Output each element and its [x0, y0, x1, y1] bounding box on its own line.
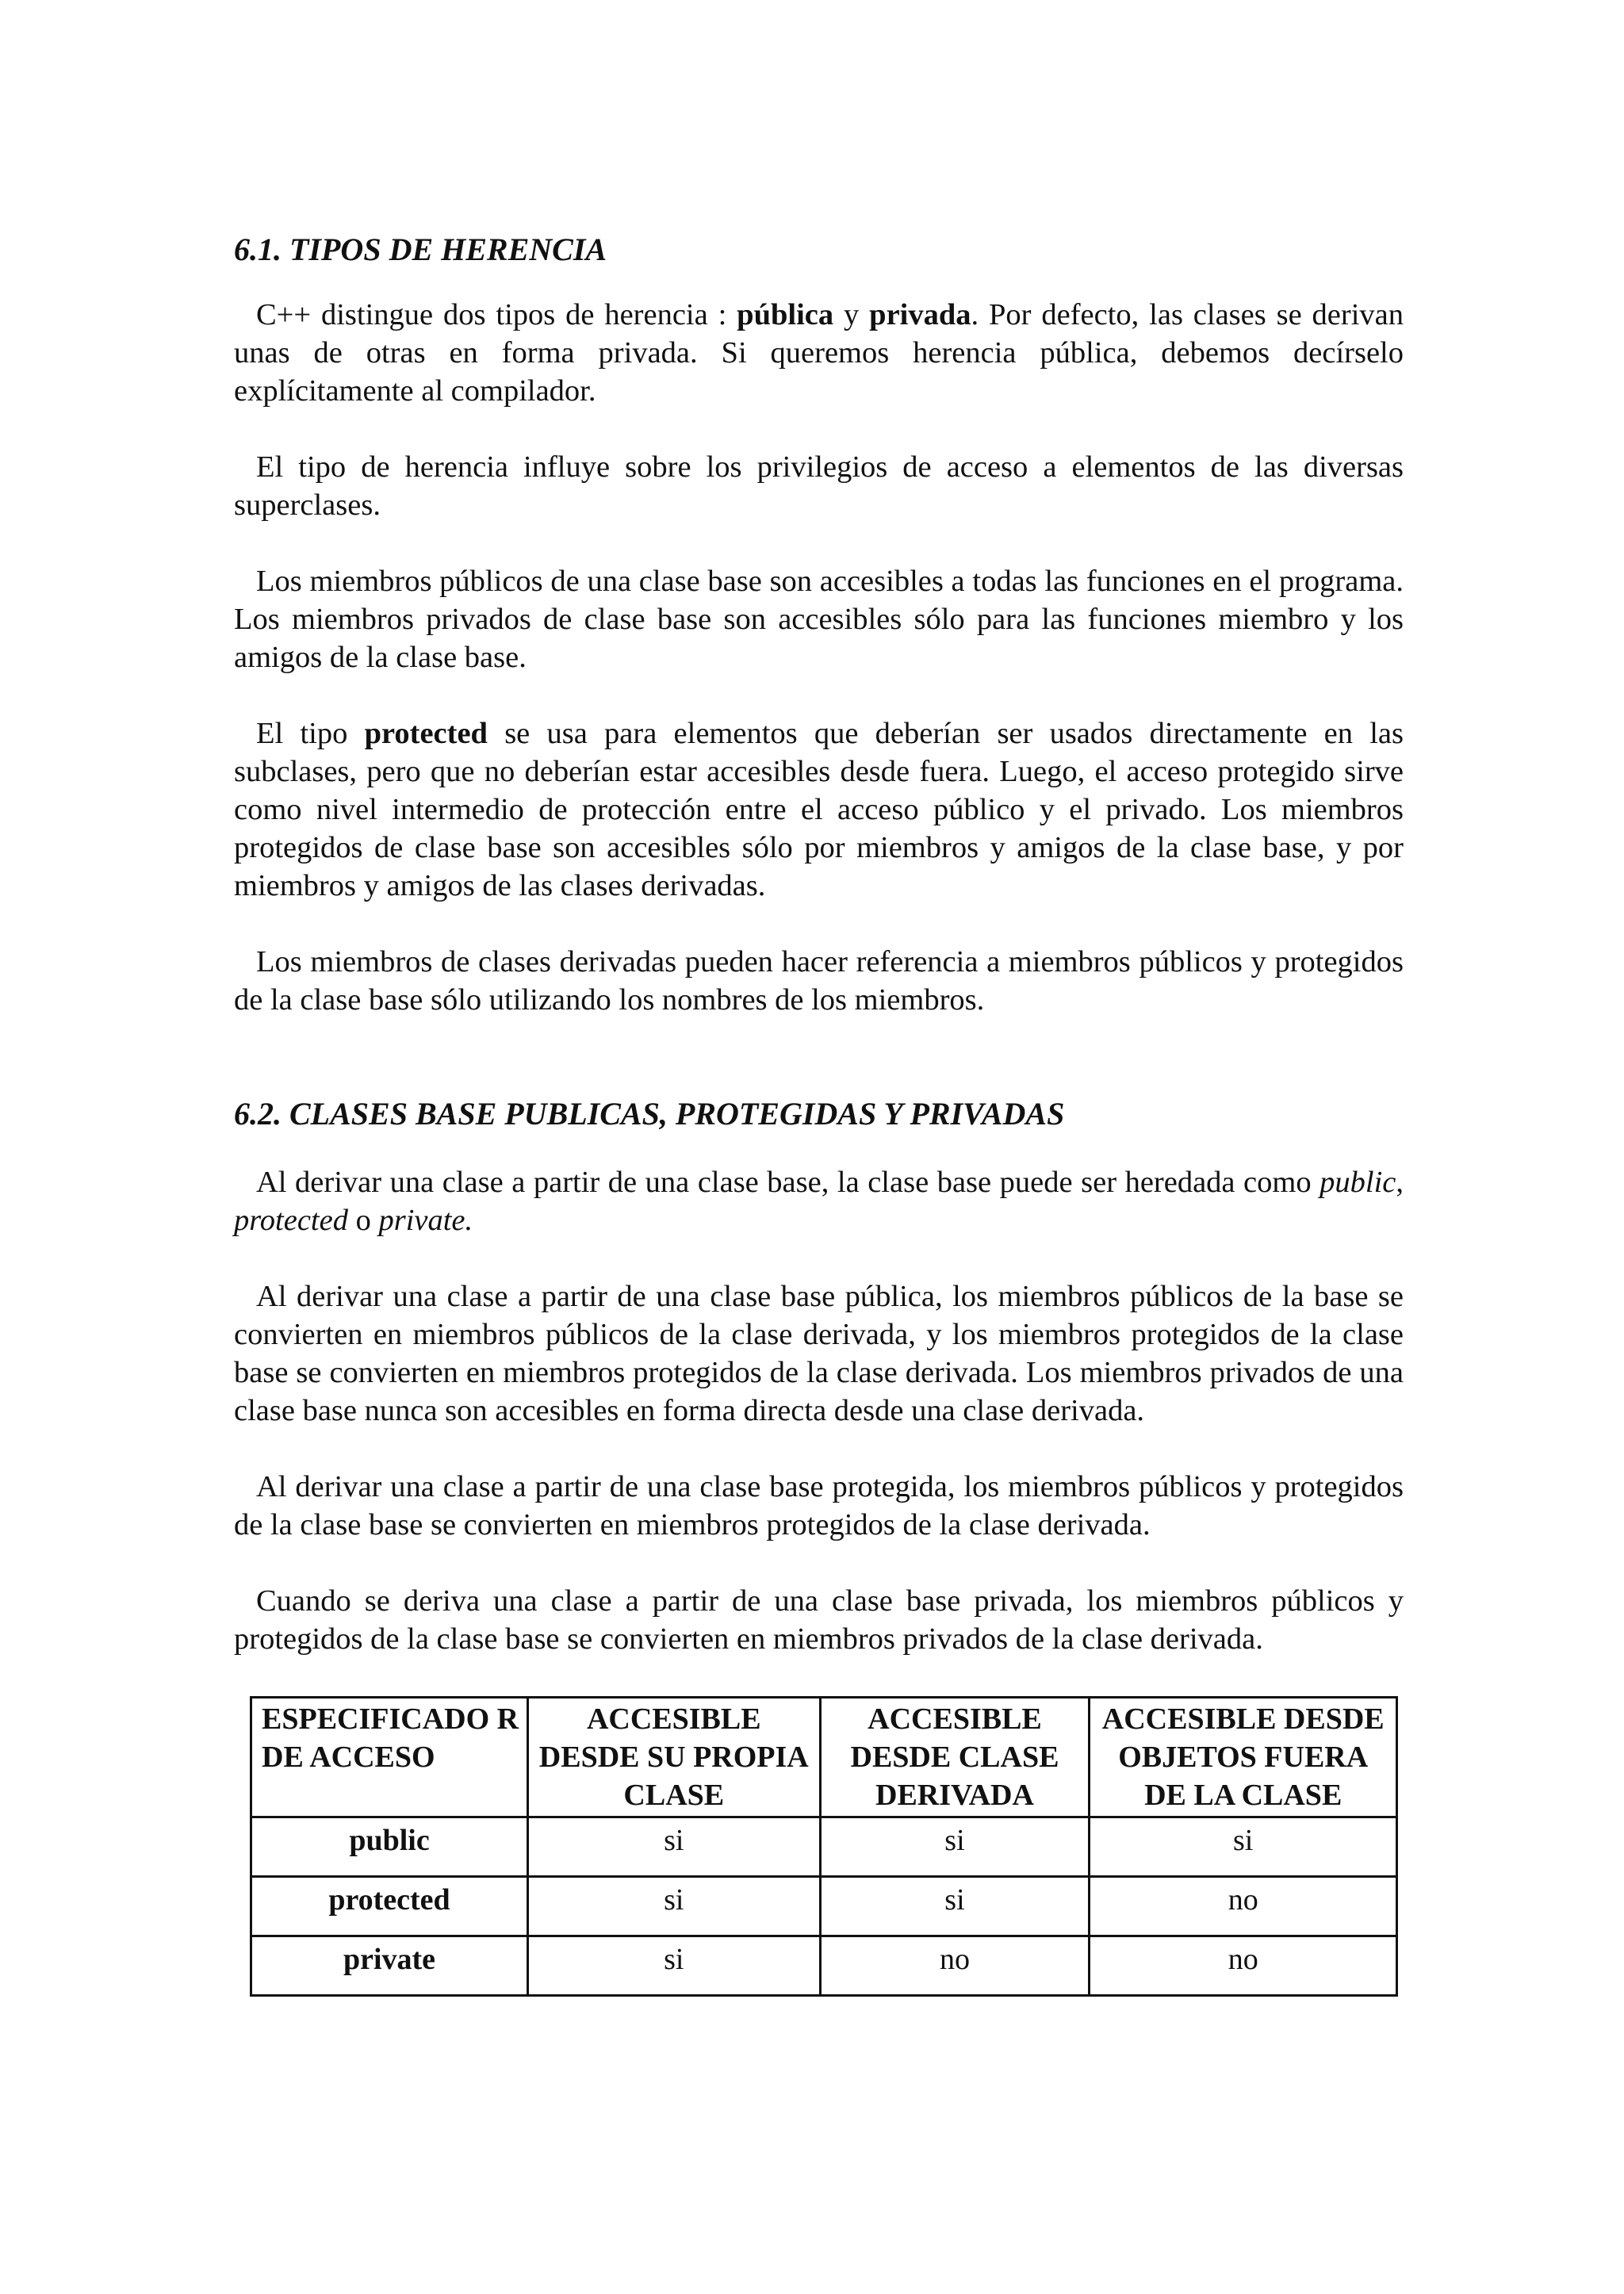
table-header-cell: ACCESIBLE DESDE OBJETOS FUERA DE LA CLASE — [1090, 1698, 1397, 1817]
paragraph-clases-derivadas: Los miembros de clases derivadas pueden hacer referencia a miembros públicos y protegidos de la clase base sólo utilizando los nombres de los miembros. — [234, 945, 1404, 1017]
table-header-cell: ESPECIFICADO R DE ACCESO — [251, 1698, 528, 1817]
table-header-row — [251, 1698, 1397, 1817]
bold-term-privada: privada — [869, 298, 971, 331]
table-cell: si — [528, 1817, 821, 1877]
paragraph-derivar-clase: Al derivar una clase a partir de una clase base, la clase base puede ser heredada como public, protected o private. — [234, 1166, 1404, 1237]
paragraph-base-publica: Al derivar una clase a partir de una clase base pública, los miembros públicos de la base se convierten en miembros públicos de la clase derivada, y los miembros protegidos de la clase base se convierten en miembros protegidos de la clase derivada. Los miembros privados de una clase base nunca son accesibles en forma directa desde una clase derivada. — [234, 1280, 1404, 1427]
table-row — [251, 1936, 1397, 1996]
document-page — [234, 226, 1404, 1997]
table-header-cell: ACCESIBLE DESDE CLASE DERIVADA — [820, 1698, 1090, 1817]
table-cell: no — [1090, 1936, 1397, 1996]
table-header-cell: ACCESIBLE DESDE SU PROPIA CLASE — [528, 1698, 821, 1817]
bold-term-publica: pública — [737, 298, 834, 331]
paragraph-privilegios: El tipo de herencia influye sobre los privilegios de acceso a elementos de las diversas superclases. — [234, 450, 1404, 522]
bold-term-protected: protected — [364, 717, 488, 750]
italic-term-private: private. — [378, 1204, 473, 1237]
paragraph-protected: El tipo protected se usa para elementos que deberían ser usados directamente en las subclases, pero que no deberían estar accesibles desde fuera. Luego, el acceso protegido sirve como nivel intermedio de protección entre el acceso público y el privado. Los miembros protegidos de clase base son accesibles sólo por miembros y amigos de la clase base, y por miembros y amigos de las clases derivadas. — [234, 717, 1404, 902]
italic-term-public: public — [1320, 1166, 1396, 1199]
section-title-tipos-de-herencia: 6.1. TIPOS DE HERENCIA — [234, 232, 607, 267]
paragraph-base-protegida: Al derivar una clase a partir de una clase base protegida, los miembros públicos y protegidos de la clase base se convierten en miembros protegidos de la clase derivada. — [234, 1470, 1404, 1541]
italic-term-protected: protected — [234, 1204, 348, 1237]
table-cell: si — [1090, 1817, 1397, 1877]
table-row-header: public — [251, 1817, 528, 1877]
paragraph-miembros-publicos: Los miembros públicos de una clase base son accesibles a todas las funciones en el programa. Los miembros privados de clase base son accesibles sólo para las funciones miembro y los amigos de la clase base. — [234, 565, 1404, 674]
table-row-header: protected — [251, 1877, 528, 1936]
table-cell: si — [820, 1877, 1090, 1936]
table-row — [251, 1877, 1397, 1936]
table-row-header: private — [251, 1936, 528, 1996]
table-cell: si — [528, 1936, 821, 1996]
table-cell: si — [820, 1817, 1090, 1877]
access-specifier-table — [250, 1696, 1398, 1997]
section-title-clases-base: 6.2. CLASES BASE PUBLICAS, PROTEGIDAS Y PRIVADAS — [234, 1096, 1065, 1132]
paragraph-base-privada: Cuando se deriva una clase a partir de una clase base privada, los miembros públicos y protegidos de la clase base se convierten en miembros privados de la clase derivada. — [234, 1584, 1404, 1656]
paragraph-herencia-tipos: C++ distingue dos tipos de herencia : pública y privada. Por defecto, las clases se derivan unas de otras en forma privada. Si queremos herencia pública, debemos decírselo explícitamente al compilador. — [234, 298, 1404, 408]
table-cell: si — [528, 1877, 821, 1936]
table-row — [251, 1817, 1397, 1877]
table-cell: no — [820, 1936, 1090, 1996]
table-cell: no — [1090, 1877, 1397, 1936]
